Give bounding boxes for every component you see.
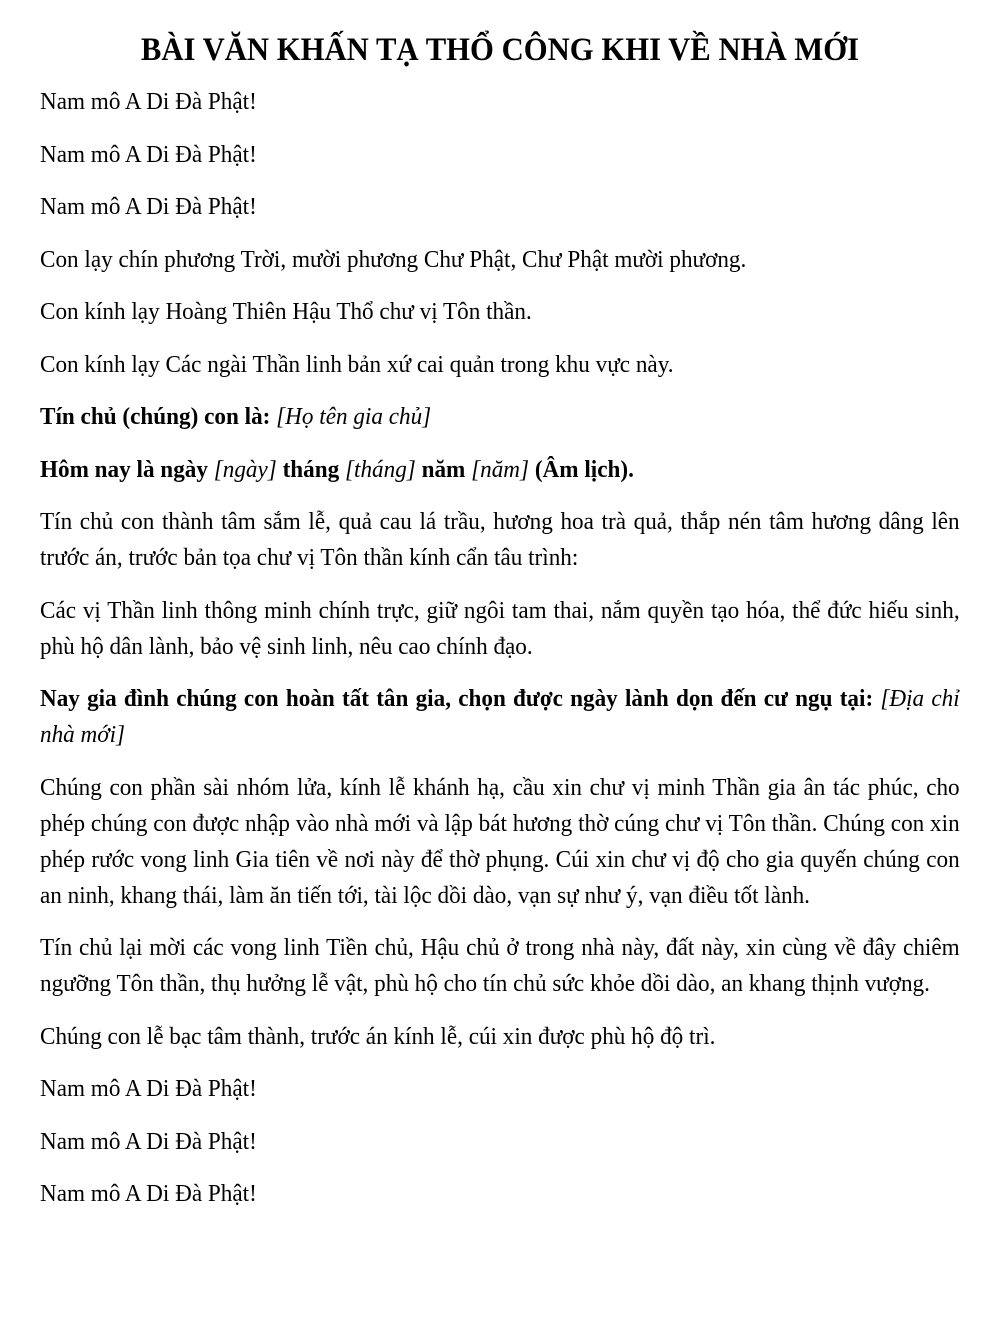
closing-chant-3: Nam mô A Di Đà Phật! [40, 1181, 257, 1207]
date-text-1: Hôm nay là ngày [40, 456, 208, 483]
owner-name-placeholder: [Họ tên gia chủ] [276, 404, 432, 430]
invocation-3: Con kính lạy Các ngài Thần linh bản xứ cai quản trong khu vực này. [40, 351, 674, 378]
date-text-3: năm [421, 456, 466, 483]
paragraph-deities: Các vị Thần linh thông minh chính trực, giữ ngôi tam thai, nắm quyền tạo hóa, thể đức hiếu sinh, phù hộ dân lành, bảo vệ sinh linh, nêu cao chính đạo. [40, 597, 960, 660]
address-line [40, 681, 960, 753]
opening-chant-3: Nam mô A Di Đà Phật! [40, 194, 257, 220]
date-text-2: tháng [282, 456, 340, 483]
paragraph-offering: Tín chủ con thành tâm sắm lễ, quả cau lá trầu, hương hoa trà quả, thắp nén tâm hương dâng lên trước án, trước bản tọa chư vị Tôn thần kính cẩn tâu trình: [40, 509, 960, 571]
opening-chant-2: Nam mô A Di Đà Phật! [40, 141, 257, 168]
year-placeholder: [năm] [471, 456, 530, 483]
owner-line [40, 399, 960, 435]
paragraph-request: Chúng con phần sài nhóm lửa, kính lễ khánh hạ, cầu xin chư vị minh Thần gia ân tác phúc, cho phép chúng con được nhập vào nhà mới và lập bát hương thờ cúng chư vị Tôn thần. Chúng con xin phép rước vong linh Gia tiên về nơi này để thờ phụng. Cúi xin chư vị độ cho gia quyến chúng con an ninh, khang thái, làm ăn tiến tới, tài lộc dồi dào, vạn sự như ý, vạn điều tốt lành. [40, 774, 960, 909]
address-placeholder: [Địa chỉ nhà mới] [40, 686, 960, 748]
paragraph-closing: Chúng con lễ bạc tâm thành, trước án kính lễ, cúi xin được phù hộ độ trì. [40, 1023, 716, 1050]
invocation-1: Con lạy chín phương Trời, mười phương Chư Phật, Chư Phật mười phương. [40, 246, 747, 273]
owner-label: Tín chủ (chúng) con là: [40, 404, 271, 430]
date-text-4: (Âm lịch). [534, 456, 634, 483]
document-title: BÀI VĂN KHẤN TẠ THỔ CÔNG KHI VỀ NHÀ MỚI [140, 32, 860, 68]
date-line [40, 452, 960, 488]
address-label: Nay gia đình chúng con hoàn tất tân gia, chọn được ngày lành dọn đến cư ngụ tại: [40, 686, 874, 712]
invocation-2: Con kính lạy Hoàng Thiên Hậu Thổ chư vị Tôn thần. [40, 299, 532, 325]
closing-chant-2: Nam mô A Di Đà Phật! [40, 1128, 257, 1155]
document-body [40, 84, 960, 1212]
opening-chant-1: Nam mô A Di Đà Phật! [40, 89, 257, 115]
paragraph-former-owners: Tín chủ lại mời các vong linh Tiền chủ, Hậu chủ ở trong nhà này, đất này, xin cùng về đây chiêm ngưỡng Tôn thần, thụ hưởng lễ vật, phù hộ cho tín chủ sức khỏe dồi dào, an khang thịnh vượng. [40, 935, 960, 997]
closing-chant-1: Nam mô A Di Đà Phật! [40, 1076, 257, 1102]
day-placeholder: [ngày] [213, 456, 277, 483]
month-placeholder: [tháng] [345, 456, 416, 483]
